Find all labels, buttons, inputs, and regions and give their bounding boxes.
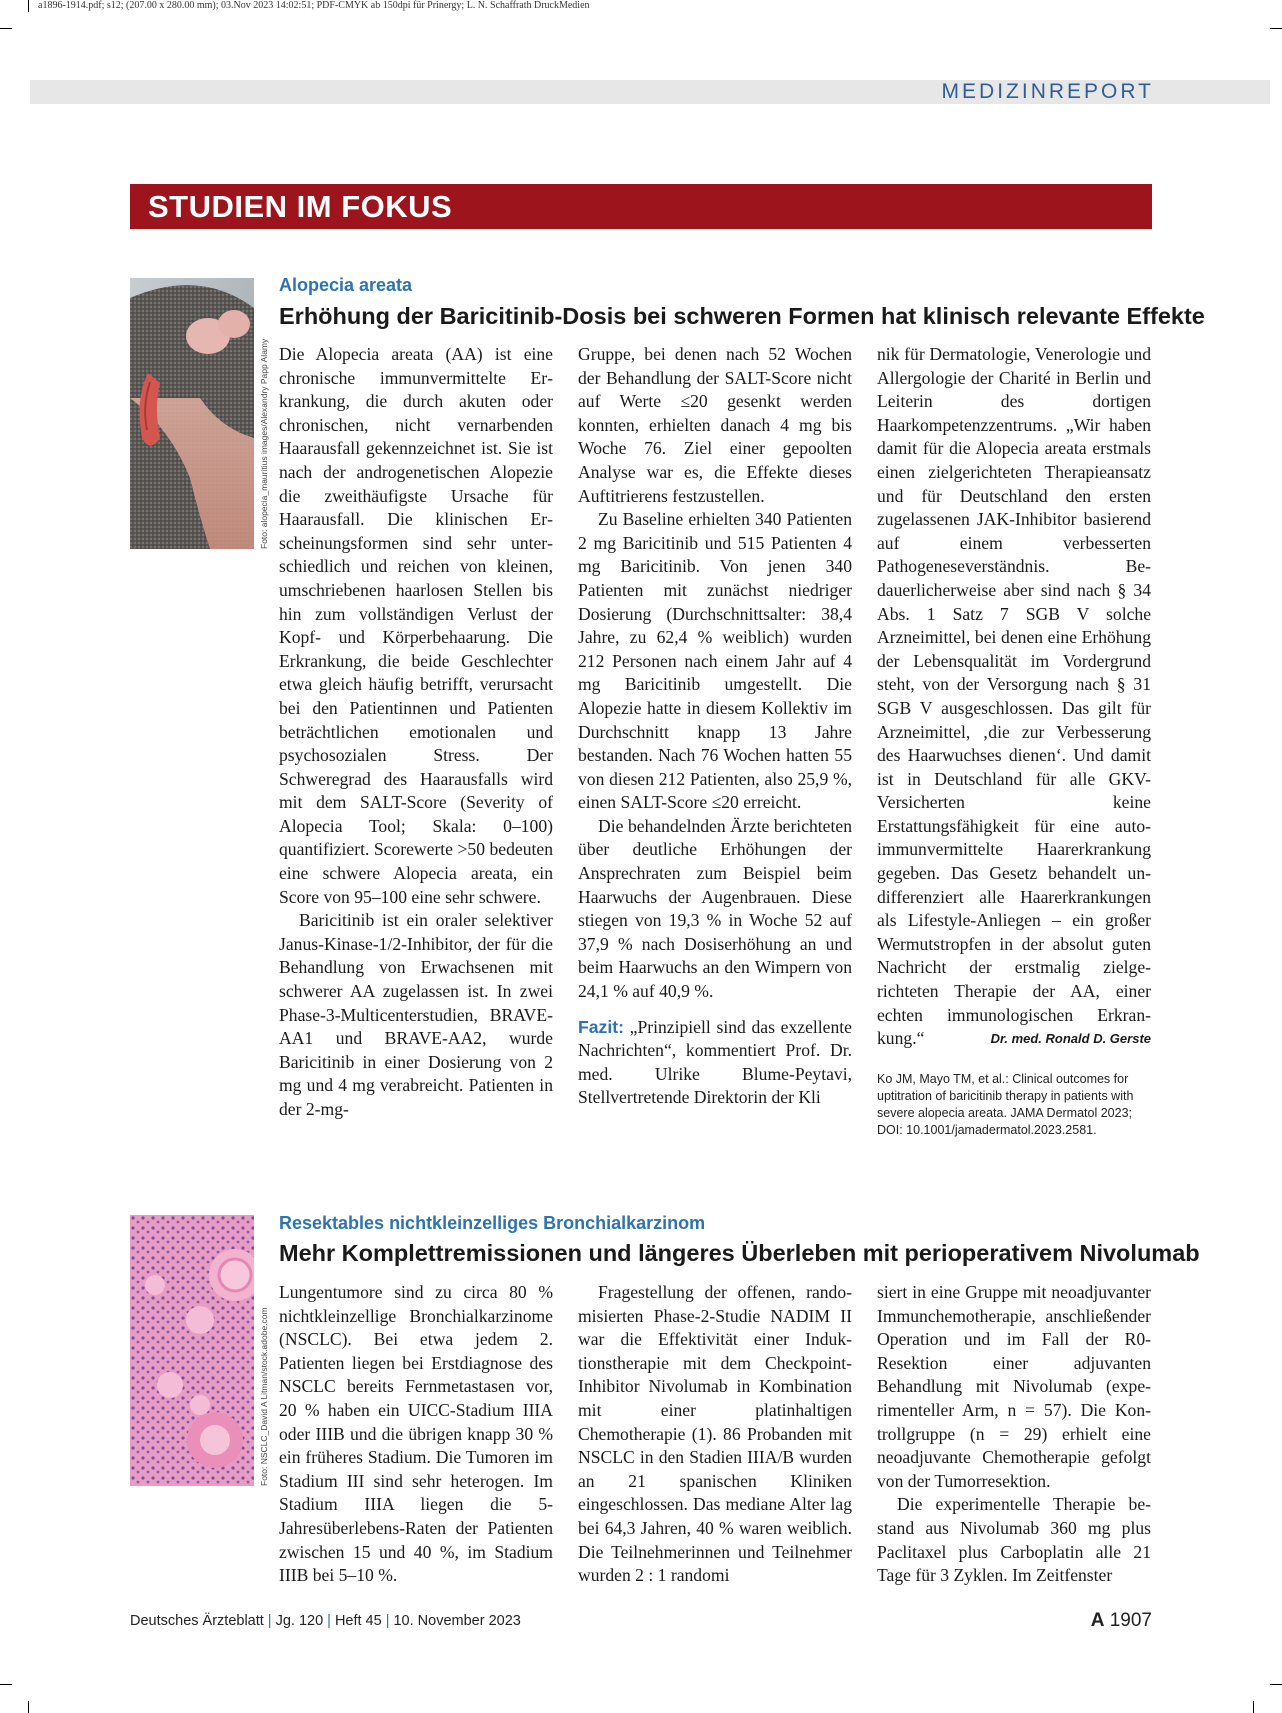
section-banner: STUDIEN IM FOKUS bbox=[130, 184, 1152, 229]
paragraph: Die behandelnden Ärzte berichteten über deutliche Erhöhungen der Ansprechraten zum Beispiel beim Haarwuchs der Augenbrauen. Diese stiegen von 19,3 % in Woche 52 auf 37,9 % nach Dosiserhöhung an und beim Haarwuchs an den Wimpern von 24,1 % auf 40,9 %. bbox=[578, 815, 852, 1002]
paragraph: Die experimentelle Therapie bestand aus Nivolumab 360 mg plus Paclitaxel plus Carboplatin alle 21 Tage für 3 Zyklen. Im Zeitfenster bbox=[877, 1494, 1151, 1586]
article1-column-1 bbox=[279, 343, 553, 1122]
crop-mark bbox=[1270, 28, 1282, 29]
article2-column-1 bbox=[279, 1281, 553, 1588]
separator: | bbox=[327, 1613, 331, 1629]
article2-photo bbox=[130, 1215, 254, 1486]
paragraph bbox=[877, 343, 1151, 1051]
separator: | bbox=[267, 1613, 272, 1629]
article1-kicker: Alopecia areata bbox=[279, 275, 413, 295]
article1-column-3 bbox=[877, 343, 1151, 1051]
paragraph: Gruppe, bei denen nach 52 Wochen der Behandlung der SALT-Score nicht auf Werte ≤20 gesenkt werden konnten, erhielten danach 4 mg bis Woche 76. Ziel einer gepoolten Analyse war es, die Effekte dieses Auftitrierens festzustellen. bbox=[578, 344, 852, 506]
journal-name: Deutsches Ärzteblatt bbox=[130, 1613, 264, 1629]
paragraph: Fragestellung der offenen, randomisierten Phase-2-Studie NADIM II war die Effektivität einer Induktionstherapie mit dem Checkpoint-Inhibitor Nivolumab in Kombination mit einer platinhaltigen Chemotherapie (1). 86 Probanden mit NSCLC in den Stadien IIIA/B wurden an 21 spanischen Kliniken eingeschlossen. Das mediane Alter lag bei 64,3 Jahren, 40 % waren weiblich. Die Teilnehmerinnen und Teilnehmer wurden 2 : 1 randomi bbox=[578, 1282, 852, 1586]
crop-mark bbox=[1253, 1701, 1254, 1713]
article2-column-2 bbox=[578, 1281, 852, 1588]
crop-mark bbox=[28, 1701, 29, 1713]
fazit-paragraph bbox=[578, 1016, 852, 1110]
crop-mark bbox=[0, 1684, 12, 1685]
article1-headline: Erhöhung der Baricitinib-Dosis bei schweren Formen hat klinisch relevante Effekte bbox=[279, 303, 1205, 329]
page-prefix: A bbox=[1090, 1610, 1105, 1631]
paragraph: Baricitinib ist ein oraler selektiver Janus-Kinase-1/2-Inhibitor, der für die Behandlung von Erwachsenen mit schwerer AA zugelassen ist. In zwei Phase-3-Multicenterstudien, BRAVE-AA1 und BRAVE-AA2, wurde Baricitinib in einer Dosierung von 2 mg und 4 mg verabreicht. Patienten in der 2-mg- bbox=[279, 910, 553, 1119]
author: Dr. med. Ronald D. Gerste bbox=[990, 1031, 1151, 1047]
issue: Heft 45 bbox=[334, 1613, 382, 1629]
volume: Jg. 120 bbox=[275, 1613, 324, 1629]
paragraph-text: nik für Dermatologie, Venerologie und Allergologie der Charité in Berlin und Leiterin des dortigen Haarkompetenzzentrums. „Wir haben damit für die Alopecia areata erstmals einen zielgerichteten Therapieansatz und für Deutschland den ersten zugelassenen JAK-Inhibitor basierend auf einem verbesserten Pathogeneseverständnis. Bedauerlicherweise aber sind nach § 34 Abs. 1 Satz 7 SGB V solche Arzneimittel, bei denen eine Erhöhung der Lebensqualität im Vordergrund steht, von der Versorgung nach § 31 SGB V ausgeschlossen. Das gilt für Arzneimittel, ‚die zur Verbesserung des Haarwuchses dienen‘. Und damit ist in Deutschland für alle GKV-Versicherten keine Erstattungsfähigkeit für eine autoimmunvermittelte Haarerkrankung gegeben. Das Gesetz behandelt undifferenziert alle Haarerkrankungen als Lifestyle-Anliegen – ein großer Wermutstropfen in der absolut guten Nachricht der erstmalig zielgerichteten Therapie der AA, einer echten immunologischen Erkrankung.“ bbox=[877, 344, 1151, 1049]
article1-reference: Ko JM, Mayo TM, et al.: Clinical outcomes for uptitration of baricitinib therapy in patients with severe alopecia areata. JAMA Dermatol 2023; DOI: 10.1001/jamadermatol.2023.2581. bbox=[877, 1072, 1134, 1137]
section-label: MEDIZINREPORT bbox=[941, 80, 1154, 103]
fazit-label: Fazit: bbox=[578, 1016, 624, 1037]
article2-column-3 bbox=[877, 1281, 1151, 1588]
paragraph: Lungentumore sind zu circa 80 % nichtkleinzellige Bronchialkarzinome (NSCLC). Bei etwa jedem 2. Patienten liegen bei Erstdiagnose des NSCLC bereits Fernmetastasen vor, 20 % haben ein UICC-Stadium IIIA oder IIIB und die übrigen knapp 30 % ein früheres Stadium. Die Tumoren im Stadium III sind sehr heterogen. Im Stadium IIIA liegen die 5-Jahresüberlebens-Raten der Patienten zwischen 15 und 40 %, im Stadium IIIB bei 5–10 %. bbox=[279, 1282, 553, 1586]
crop-mark bbox=[0, 28, 12, 29]
paragraph: Zu Baseline erhielten 340 Patienten 2 mg Baricitinib und 515 Patienten 4 mg Baricitinib. Von jenen 340 Patienten mit zunächst niedriger Dosierung (Durchschnittsalter: 38,4 Jahre, zu 62,4 % weiblich) wurden 212 Personen nach einem Jahr auf 4 mg Baricitinib umgestellt. Die Alopezie hatte in diesem Kollektiv im Durchschnitt knapp 13 Jahre bestanden. Nach 76 Wochen hatten 55 von diesen 212 Patienten, also 25,9 %, einen SALT-Score ≤20 erreicht. bbox=[578, 509, 852, 813]
paragraph: siert in eine Gruppe mit neoadjuvanter Immunchemotherapie, anschließender Operation und im Fall der R0-Resektion einer adjuvanten Behandlung mit Nivolumab (experimenteller Arm, n = 57). Die Kontrollgruppe (n = 29) erhielt eine neoadjuvante Chemotherapie gefolgt von der Tumorresektion. bbox=[877, 1282, 1151, 1491]
bald-patch-head-image bbox=[130, 278, 254, 549]
crop-mark bbox=[1270, 1684, 1282, 1685]
footer-citation bbox=[130, 1613, 521, 1629]
print-info: a1896-1914.pdf; s12; (207.00 x 280.00 mm); 03.Nov 2023 14:02:51; PDF-CMYK ab 150dpi für Prinergy; L. N. Schaffrath DruckMedien bbox=[38, 0, 590, 11]
article1-column-2 bbox=[578, 343, 852, 1110]
article1-photo bbox=[130, 278, 254, 549]
issue-date: 10. November 2023 bbox=[393, 1613, 521, 1629]
histology-tissue-image bbox=[130, 1215, 254, 1486]
crop-mark bbox=[28, 0, 29, 12]
article2-headline: Mehr Komplettremissionen und längeres Überleben mit perioperativem Nivolumab bbox=[279, 1240, 1200, 1266]
fazit-text: „Prinzipiell sind das exzellente Nachrichten“, kommentiert Prof. Dr. med. Ulrike Blume-Peytavi, Stellvertretende Direktorin der Kli bbox=[578, 1016, 852, 1108]
article2-photo-credit: Foto: NSCLC_David A Litman/stock.adobe.com bbox=[259, 1307, 269, 1486]
article2-kicker: Resektables nichtkleinzelliges Bronchialkarzinom bbox=[279, 1213, 706, 1233]
article1-photo-credit: Foto: alopecia_mauritius images/Alexandry Papp Alamy bbox=[259, 338, 269, 549]
separator: | bbox=[385, 1613, 390, 1629]
page-number bbox=[1091, 1610, 1152, 1632]
page-number-value: 1907 bbox=[1109, 1610, 1152, 1631]
paragraph: Die Alopecia areata (AA) ist eine chronische immunvermittelte Erkrankung, die durch akuten oder chronischen, nicht vernarbenden Haarausfall gekennzeichnet ist. Sie ist nach der androgenetischen Alopezie die zweithäufigste Ursache für Haarausfall. Die klinischen Erscheinungsformen sind sehr unterschiedlich und reichen von kleinen, umschriebenen haarlosen Stellen bis hin zum vollständigen Verlust der Kopf- und Körperbehaarung. Die Erkrankung, die beide Geschlechter etwa gleich häufig betrifft, verursacht bei den Patientinnen und Patienten beträchtlichen emotionalen und psychosozialen Stress. Der Schweregrad des Haarausfalls wird mit dem SALT-Score (Severity of Alopecia Tool; Skala: 0–100) quantifiziert. Scorewerte >50 bedeuten eine schwere Alopecia areata, ein Score von 95–100 eine sehr schwere. bbox=[279, 344, 553, 907]
